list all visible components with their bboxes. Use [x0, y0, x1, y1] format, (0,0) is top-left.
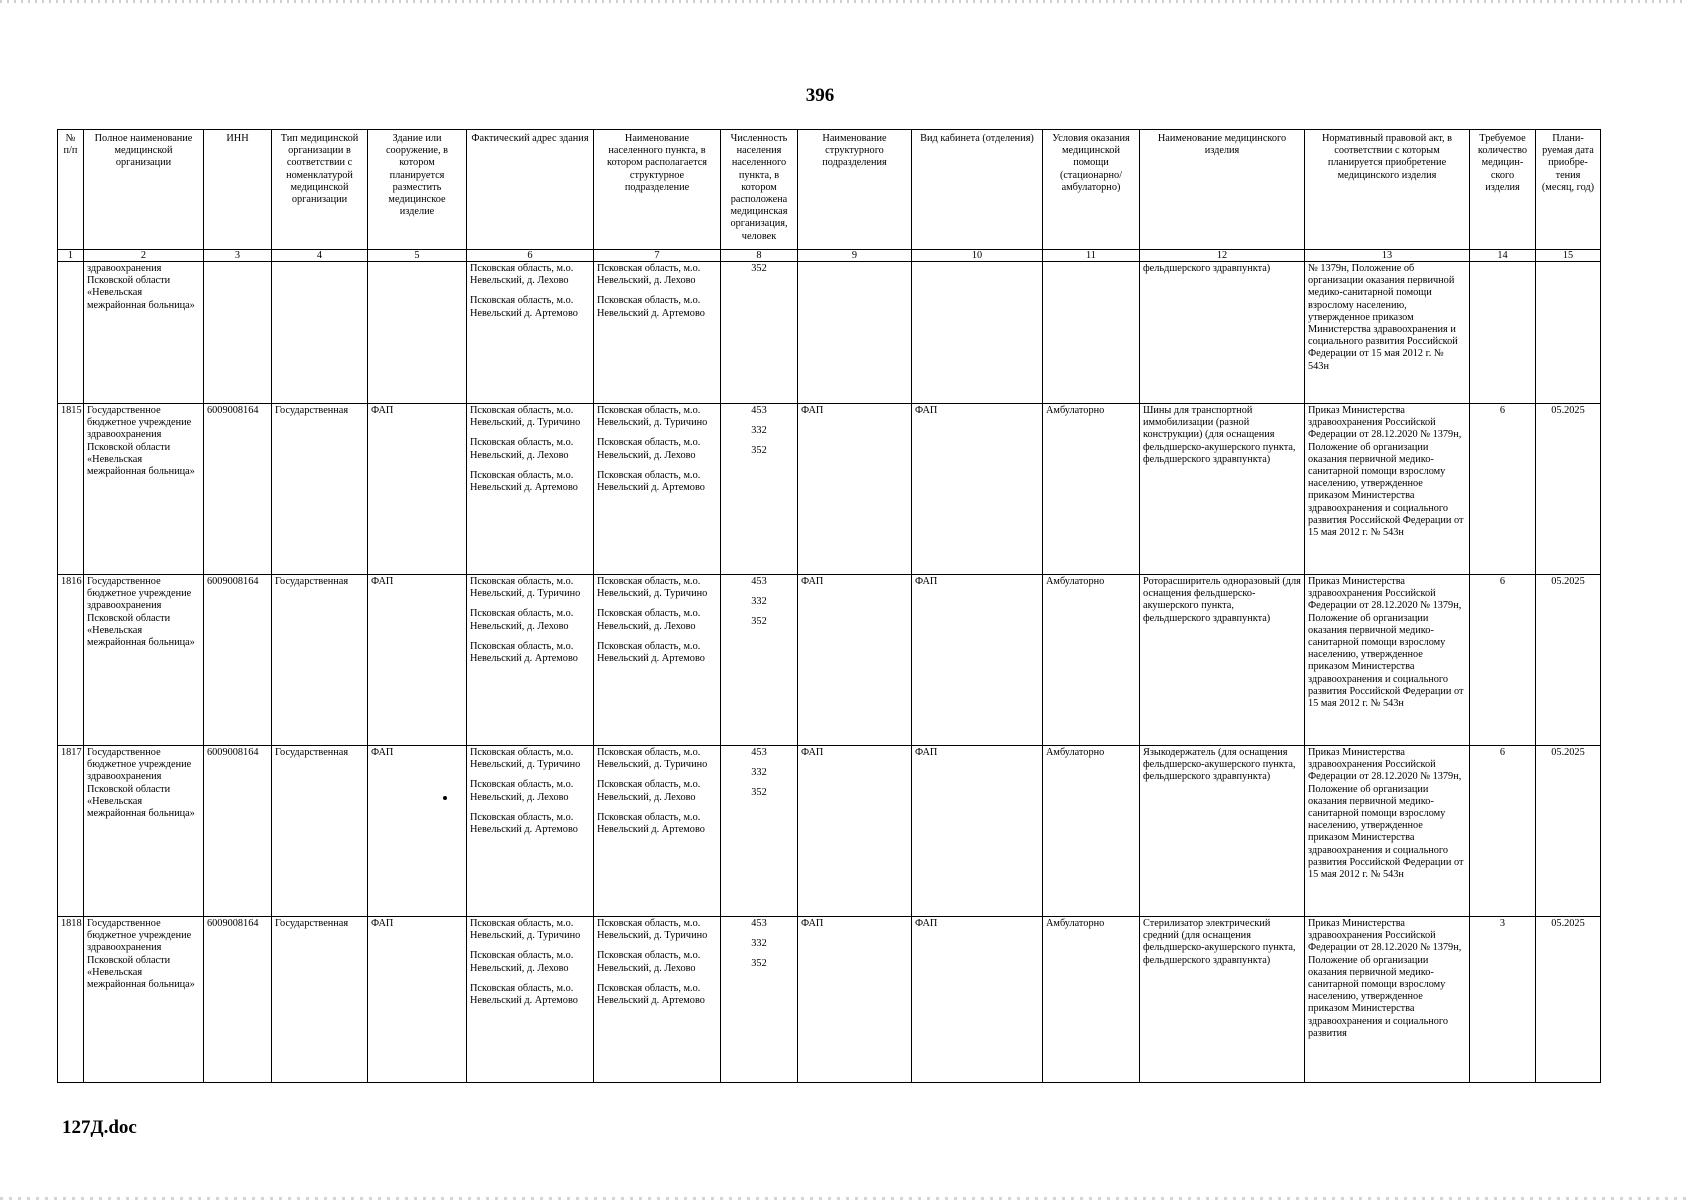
cell-legal-act: № 1379н, Положение об организации оказания первичной медико-санитарной помощи взрослому населению, утвержденное приказом Министерства здравоохранения и социального развития Российской Федерации от 15 мая 2012 г. № 543н: [1305, 262, 1470, 404]
cell-num: 1815: [58, 404, 84, 575]
cell-org: здравоохранения Псковской области «Невельская межрайонная больница»: [84, 262, 204, 404]
table-row-continuation: [58, 262, 1601, 404]
page-number: 396: [805, 85, 835, 106]
table-row: [58, 917, 1601, 1083]
population-value: 332: [751, 425, 767, 437]
cell-legal-act: Приказ Министерства здравоохранения Российской Федерации от 28.12.2020 № 1379н, Положение об организации оказания первичной медико-санитарной помощи взрослому населению, утвержденное приказом Министерства здравоохранения и социального развития: [1305, 917, 1470, 1083]
cell-address: [467, 262, 594, 404]
column-number: 15: [1536, 250, 1601, 262]
column-number: 11: [1043, 250, 1140, 262]
cell-population: [721, 404, 798, 575]
cell-building: ФАП: [368, 404, 467, 575]
column-number: 7: [594, 250, 721, 262]
cell-date: [1536, 262, 1601, 404]
cell-address: [467, 575, 594, 746]
cell-place: [594, 262, 721, 404]
place-entry: Псковская область, м.о. Невельский д. Артемово: [597, 811, 705, 836]
cell-unit: ФАП: [798, 575, 912, 746]
cell-type: Государственная: [272, 746, 368, 917]
column-header: Условия оказания медицинской помощи (стационарно/ амбулаторно): [1043, 130, 1140, 250]
population-value: 352: [751, 445, 767, 457]
cell-device: Роторасширитель одноразовый (для оснащения фельдшерско-акушерского пункта, фельдшерского здравпункта): [1140, 575, 1305, 746]
column-number: 9: [798, 250, 912, 262]
cell-num: 1818: [58, 917, 84, 1083]
population-value: 453: [751, 576, 767, 587]
population-value: 352: [751, 958, 767, 970]
cell-inn: 6009008164: [204, 575, 272, 746]
cell-unit: ФАП: [798, 404, 912, 575]
cell-population: [721, 746, 798, 917]
cell-inn: 6009008164: [204, 917, 272, 1083]
cell-conditions: [1043, 262, 1140, 404]
place-entry: Псковская область, м.о. Невельский, д. Туричино: [597, 405, 708, 429]
column-header: Тип медицинской организации в соответствии с номенклатурой медицинской организации: [272, 130, 368, 250]
cell-device: Стерилизатор электрический средний (для оснащения фельдшерско-акушерского пункта, фельдшерского здравпункта): [1140, 917, 1305, 1083]
cell-address: [467, 404, 594, 575]
scan-speck: [443, 796, 447, 800]
cell-place: [594, 746, 721, 917]
cell-conditions: Амбулаторно: [1043, 746, 1140, 917]
column-number: 14: [1470, 250, 1536, 262]
address-entry: Псковская область, м.о. Невельский д. Артемово: [470, 811, 578, 836]
cell-quantity: 3: [1470, 917, 1536, 1083]
column-header: Наименование медицинского изделия: [1140, 130, 1305, 250]
column-number: 4: [272, 250, 368, 262]
cell-date: 05.2025: [1536, 404, 1601, 575]
address-entry: Псковская область, м.о. Невельский, д. Туричино: [470, 576, 581, 600]
cell-address: [467, 917, 594, 1083]
population-value: 453: [751, 918, 767, 929]
place-entry: Псковская область, м.о. Невельский д. Артемово: [597, 469, 705, 494]
place-entry: Псковская область, м.о. Невельский, д. Туричино: [597, 918, 708, 942]
cell-building: ФАП: [368, 917, 467, 1083]
column-header: Численность населения населенного пункта, в котором расположена медицинская организация, человек: [721, 130, 798, 250]
address-entry: Псковская область, м.о. Невельский, д. Туричино: [470, 918, 581, 942]
population-value: 332: [751, 938, 767, 950]
table-row: [58, 575, 1601, 746]
table-row: [58, 746, 1601, 917]
address-entry: Псковская область, м.о. Невельский д. Артемово: [470, 469, 578, 494]
place-entry: Псковская область, м.о. Невельский д. Артемово: [597, 295, 705, 319]
population-value: 352: [751, 616, 767, 628]
cell-place: [594, 404, 721, 575]
address-entry: Псковская область, м.о. Невельский, д. Лехово: [470, 779, 574, 803]
address-entry: Псковская область, м.о. Невельский д. Артемово: [470, 982, 578, 1007]
column-number: 1: [58, 250, 84, 262]
column-header: № п/п: [58, 130, 84, 250]
place-entry: Псковская область, м.о. Невельский, д. Лехово: [597, 950, 701, 974]
cell-org: Государственное бюджетное учреждение здравоохранения Псковской области «Невельская межрайонная больница»: [84, 575, 204, 746]
medical-equipment-table: [57, 129, 1601, 1083]
cell-inn: [204, 262, 272, 404]
cell-building: ФАП: [368, 575, 467, 746]
column-header: Нормативный правовой акт, в соответствии с которым планируется приобретение медицинского изделия: [1305, 130, 1470, 250]
cell-quantity: 6: [1470, 746, 1536, 917]
cell-type: Государственная: [272, 917, 368, 1083]
cell-conditions: Амбулаторно: [1043, 575, 1140, 746]
cell-building: [368, 262, 467, 404]
cell-conditions: Амбулаторно: [1043, 404, 1140, 575]
cell-device: Шины для транспортной иммобилизации (разной конструкции) (для оснащения фельдшерско-акушерского пункта, фельдшерского здравпункта): [1140, 404, 1305, 575]
cell-population: [721, 917, 798, 1083]
place-entry: Псковская область, м.о. Невельский, д. Туричино: [597, 747, 708, 771]
column-number: 6: [467, 250, 594, 262]
cell-unit: ФАП: [798, 746, 912, 917]
place-entry: Псковская область, м.о. Невельский, д. Лехово: [597, 608, 701, 632]
cell-conditions: Амбулаторно: [1043, 917, 1140, 1083]
header-row: [58, 130, 1601, 250]
cell-type: Государственная: [272, 575, 368, 746]
cell-address: [467, 746, 594, 917]
cell-num: [58, 262, 84, 404]
cell-place: [594, 917, 721, 1083]
cell-cabinet: ФАП: [912, 746, 1043, 917]
column-header: Вид кабинета (отделения): [912, 130, 1043, 250]
place-entry: Псковская область, м.о. Невельский, д. Лехово: [597, 263, 701, 287]
document-filename: 127Д.doc: [62, 1117, 137, 1138]
column-header: Наименование структурного подразделения: [798, 130, 912, 250]
address-entry: Псковская область, м.о. Невельский д. Артемово: [470, 640, 578, 665]
column-header: Фактический адрес здания: [467, 130, 594, 250]
place-entry: Псковская область, м.о. Невельский д. Артемово: [597, 982, 705, 1007]
address-entry: Псковская область, м.о. Невельский д. Артемово: [470, 295, 578, 319]
address-entry: Псковская область, м.о. Невельский, д. Лехово: [470, 950, 574, 974]
cell-inn: 6009008164: [204, 404, 272, 575]
cell-legal-act: Приказ Министерства здравоохранения Российской Федерации от 28.12.2020 № 1379н, Положение об организации оказания первичной медико-санитарной помощи взрослому населению, утвержденное приказом Министерства здравоохранения и социального развития Российской Федерации от 15 мая 2012 г. № 543н: [1305, 575, 1470, 746]
address-entry: Псковская область, м.о. Невельский, д. Лехово: [470, 437, 574, 461]
cell-device: фельдшерского здравпункта): [1140, 262, 1305, 404]
column-header: Здание или сооружение, в котором планируется разместить медицинское изделие: [368, 130, 467, 250]
column-header: Полное наименование медицинской организации: [84, 130, 204, 250]
cell-quantity: 6: [1470, 575, 1536, 746]
cell-org: Государственное бюджетное учреждение здравоохранения Псковской области «Невельская межрайонная больница»: [84, 917, 204, 1083]
cell-date: 05.2025: [1536, 746, 1601, 917]
column-number: 2: [84, 250, 204, 262]
table-row: [58, 404, 1601, 575]
cell-building: ФАП: [368, 746, 467, 917]
place-entry: Псковская область, м.о. Невельский, д. Лехово: [597, 779, 701, 803]
column-header: Плани- руемая дата приобре- тения (месяц, год): [1536, 130, 1601, 250]
column-number: 13: [1305, 250, 1470, 262]
column-number: 3: [204, 250, 272, 262]
cell-type: [272, 262, 368, 404]
address-entry: Псковская область, м.о. Невельский, д. Лехово: [470, 608, 574, 632]
cell-date: 05.2025: [1536, 917, 1601, 1083]
population-value: 332: [751, 767, 767, 779]
cell-cabinet: ФАП: [912, 575, 1043, 746]
cell-type: Государственная: [272, 404, 368, 575]
cell-org: Государственное бюджетное учреждение здравоохранения Псковской области «Невельская межрайонная больница»: [84, 746, 204, 917]
cell-org: Государственное бюджетное учреждение здравоохранения Псковской области «Невельская межрайонная больница»: [84, 404, 204, 575]
cell-population: [721, 262, 798, 404]
cell-cabinet: ФАП: [912, 404, 1043, 575]
cell-place: [594, 575, 721, 746]
cell-unit: [798, 262, 912, 404]
cell-population: [721, 575, 798, 746]
population-value: 332: [751, 596, 767, 608]
column-number: 10: [912, 250, 1043, 262]
address-entry: Псковская область, м.о. Невельский, д. Лехово: [470, 263, 574, 287]
cell-device: Языкодержатель (для оснащения фельдшерско-акушерского пункта, фельдшерского здравпункта): [1140, 746, 1305, 917]
scan-edge-top: [0, 0, 1686, 3]
place-entry: Псковская область, м.о. Невельский, д. Лехово: [597, 437, 701, 461]
cell-unit: ФАП: [798, 917, 912, 1083]
cell-num: 1817: [58, 746, 84, 917]
column-number-row: [58, 250, 1601, 262]
column-header: ИНН: [204, 130, 272, 250]
population-value: 352: [751, 787, 767, 799]
cell-quantity: 6: [1470, 404, 1536, 575]
column-number: 8: [721, 250, 798, 262]
population-value: 352: [751, 263, 767, 274]
place-entry: Псковская область, м.о. Невельский, д. Туричино: [597, 576, 708, 600]
address-entry: Псковская область, м.о. Невельский, д. Туричино: [470, 747, 581, 771]
column-number: 5: [368, 250, 467, 262]
column-header: Наименование населенного пункта, в котором располагается структурное подразделение: [594, 130, 721, 250]
address-entry: Псковская область, м.о. Невельский, д. Туричино: [470, 405, 581, 429]
cell-legal-act: Приказ Министерства здравоохранения Российской Федерации от 28.12.2020 № 1379н, Положение об организации оказания первичной медико-санитарной помощи взрослому населению, утвержденное приказом Министерства здравоохранения и социального развития Российской Федерации от 15 мая 2012 г. № 543н: [1305, 746, 1470, 917]
cell-legal-act: Приказ Министерства здравоохранения Российской Федерации от 28.12.2020 № 1379н, Положение об организации оказания первичной медико-санитарной помощи взрослому населению, утвержденное приказом Министерства здравоохранения и социального развития Российской Федерации от 15 мая 2012 г. № 543н: [1305, 404, 1470, 575]
cell-cabinet: ФАП: [912, 917, 1043, 1083]
cell-num: 1816: [58, 575, 84, 746]
place-entry: Псковская область, м.о. Невельский д. Артемово: [597, 640, 705, 665]
column-header: Требуемое количество медицин- ского изделия: [1470, 130, 1536, 250]
cell-cabinet: [912, 262, 1043, 404]
cell-inn: 6009008164: [204, 746, 272, 917]
column-number: 12: [1140, 250, 1305, 262]
cell-date: 05.2025: [1536, 575, 1601, 746]
population-value: 453: [751, 747, 767, 758]
population-value: 453: [751, 405, 767, 416]
cell-quantity: [1470, 262, 1536, 404]
